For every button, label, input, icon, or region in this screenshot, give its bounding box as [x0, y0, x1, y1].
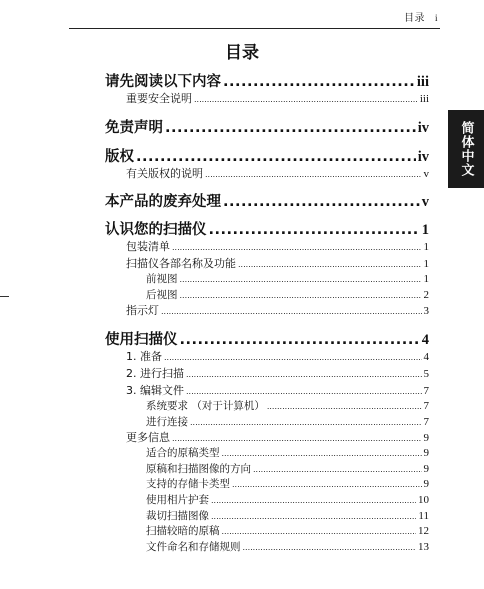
leader-dots — [186, 387, 422, 396]
toc-entry-page: 9 — [423, 447, 429, 459]
toc-entry-title: 版权 — [105, 149, 134, 165]
toc-entry-page: 9 — [423, 432, 429, 444]
leader-dots — [223, 74, 415, 90]
leader-dots — [172, 243, 422, 252]
toc-entry[interactable] — [105, 365, 429, 381]
leader-dots — [180, 291, 422, 300]
toc-entry-page: v — [421, 194, 429, 210]
leader-dots — [194, 95, 418, 104]
toc-entry-title: 使用相片护套 — [146, 494, 209, 506]
toc-entry-title: 1. 准备 — [126, 350, 162, 363]
toc-entry-title: 支持的存储卡类型 — [146, 478, 230, 490]
leader-dots — [180, 332, 420, 348]
leader-dots — [186, 370, 422, 379]
leader-dots — [267, 402, 422, 411]
toc-entry-page: 9 — [423, 478, 429, 490]
toc-entry-page: 4 — [421, 332, 429, 348]
toc-entry[interactable] — [105, 165, 429, 181]
toc-entry-page: 9 — [423, 463, 429, 475]
toc-entry-title: 适合的原稿类型 — [146, 447, 220, 459]
leader-dots — [243, 543, 417, 552]
leader-dots — [165, 120, 416, 136]
toc-entry-title: 裁切扫描图像 — [146, 510, 209, 522]
leader-dots — [223, 194, 420, 210]
toc-entry-page: 5 — [423, 368, 429, 380]
toc-entry-title: 本产品的废弃处理 — [105, 194, 221, 210]
leader-dots — [205, 170, 422, 179]
toc-entry[interactable] — [105, 398, 429, 413]
leader-dots — [172, 434, 422, 443]
toc-entry-page: 12 — [418, 525, 429, 537]
toc-entry[interactable] — [105, 190, 429, 211]
toc-entry-title: 重要安全说明 — [126, 92, 192, 105]
toc-entry[interactable] — [105, 348, 429, 364]
toc-entry-title: 指示灯 — [126, 304, 159, 317]
toc-entry-page: 4 — [423, 351, 429, 363]
toc-entry[interactable] — [105, 445, 429, 460]
toc-entry-title: 扫描较暗的原稿 — [146, 525, 220, 537]
toc-entry[interactable] — [105, 271, 429, 286]
leader-dots — [238, 260, 422, 269]
leader-dots — [232, 480, 422, 489]
toc-entry[interactable] — [105, 255, 429, 271]
running-head — [404, 9, 438, 24]
toc-entry-page: 7 — [423, 385, 429, 397]
running-head-page-number: i — [434, 13, 438, 23]
toc-entry-title: 认识您的扫描仪 — [105, 222, 207, 238]
toc-entry-page: 13 — [418, 541, 429, 553]
toc-entry[interactable] — [105, 429, 429, 445]
toc-entry-title: 更多信息 — [126, 431, 170, 444]
toc-entry-title: 包装清单 — [126, 240, 170, 253]
toc-entry-page: 7 — [423, 416, 429, 428]
toc-entry-title: 文件命名和存储规则 — [146, 541, 241, 553]
leader-dots — [180, 275, 422, 284]
toc-entry[interactable] — [105, 302, 429, 318]
language-tab — [448, 110, 484, 188]
language-tab-label: 简体中文 — [458, 121, 474, 177]
toc-entry-title: 请先阅读以下内容 — [105, 74, 221, 90]
toc-entry[interactable] — [105, 523, 429, 538]
toc-entry-title: 后视图 — [146, 289, 178, 301]
header-rule — [69, 28, 440, 29]
toc-entry[interactable] — [105, 328, 429, 349]
toc-entry-page: iii — [419, 93, 429, 105]
toc-title: 目录 — [225, 43, 259, 63]
leader-dots — [253, 465, 422, 474]
leader-dots — [161, 307, 422, 316]
toc-entry-title: 3. 编辑文件 — [126, 384, 184, 397]
toc-entry[interactable] — [105, 382, 429, 398]
toc-entry-title: 系统要求 （对于计算机） — [146, 400, 265, 412]
leader-dots — [136, 149, 416, 165]
leader-dots — [209, 222, 420, 238]
toc-entry-page: iv — [417, 149, 429, 165]
leader-dots — [190, 418, 422, 427]
running-head-title: 目录 — [403, 13, 425, 24]
toc-entry[interactable] — [105, 90, 429, 106]
toc-entry-title: 免责声明 — [105, 120, 163, 136]
toc-entry-title: 2. 进行扫描 — [126, 367, 184, 380]
toc-entry-title: 进行连接 — [146, 416, 188, 428]
leader-dots — [211, 512, 416, 521]
toc-entry-page: iii — [416, 74, 429, 90]
toc-entry-page: 2 — [423, 289, 429, 301]
toc-entry-page: v — [423, 168, 429, 180]
leader-dots — [222, 527, 417, 536]
toc-entry-page: iv — [417, 120, 429, 136]
toc-entry-page: 10 — [418, 494, 429, 506]
toc-entry-title: 原稿和扫描图像的方向 — [146, 463, 251, 475]
margin-crop-mark — [0, 296, 9, 297]
toc-entry-page: 7 — [423, 400, 429, 412]
toc-entry[interactable] — [105, 476, 429, 491]
toc-entry[interactable] — [105, 145, 429, 166]
toc-entry-page: 1 — [423, 258, 429, 270]
toc-entry[interactable] — [105, 414, 429, 429]
toc-entry[interactable] — [105, 287, 429, 302]
toc-entry-title: 使用扫描仪 — [105, 332, 178, 348]
toc-entry[interactable] — [105, 70, 429, 91]
toc-entry[interactable] — [105, 238, 429, 254]
toc-entry[interactable] — [105, 116, 429, 137]
leader-dots — [164, 353, 422, 362]
toc-entry-title: 有关版权的说明 — [126, 167, 203, 180]
toc-entry-title: 扫描仪各部名称及功能 — [126, 257, 236, 270]
toc-entry-page: 11 — [418, 510, 429, 522]
toc-entry[interactable] — [105, 539, 429, 554]
toc-entry[interactable] — [105, 492, 429, 507]
toc-entry[interactable] — [105, 461, 429, 476]
toc-entry[interactable] — [105, 508, 429, 523]
leader-dots — [211, 496, 416, 505]
toc-entry-page: 1 — [421, 222, 429, 238]
toc-entry-title: 前视图 — [146, 273, 178, 285]
leader-dots — [222, 449, 422, 458]
toc-entry[interactable] — [105, 218, 429, 239]
toc-entry-page: 1 — [423, 241, 429, 253]
toc-entry-page: 1 — [423, 273, 429, 285]
toc-entry-page: 3 — [423, 305, 429, 317]
